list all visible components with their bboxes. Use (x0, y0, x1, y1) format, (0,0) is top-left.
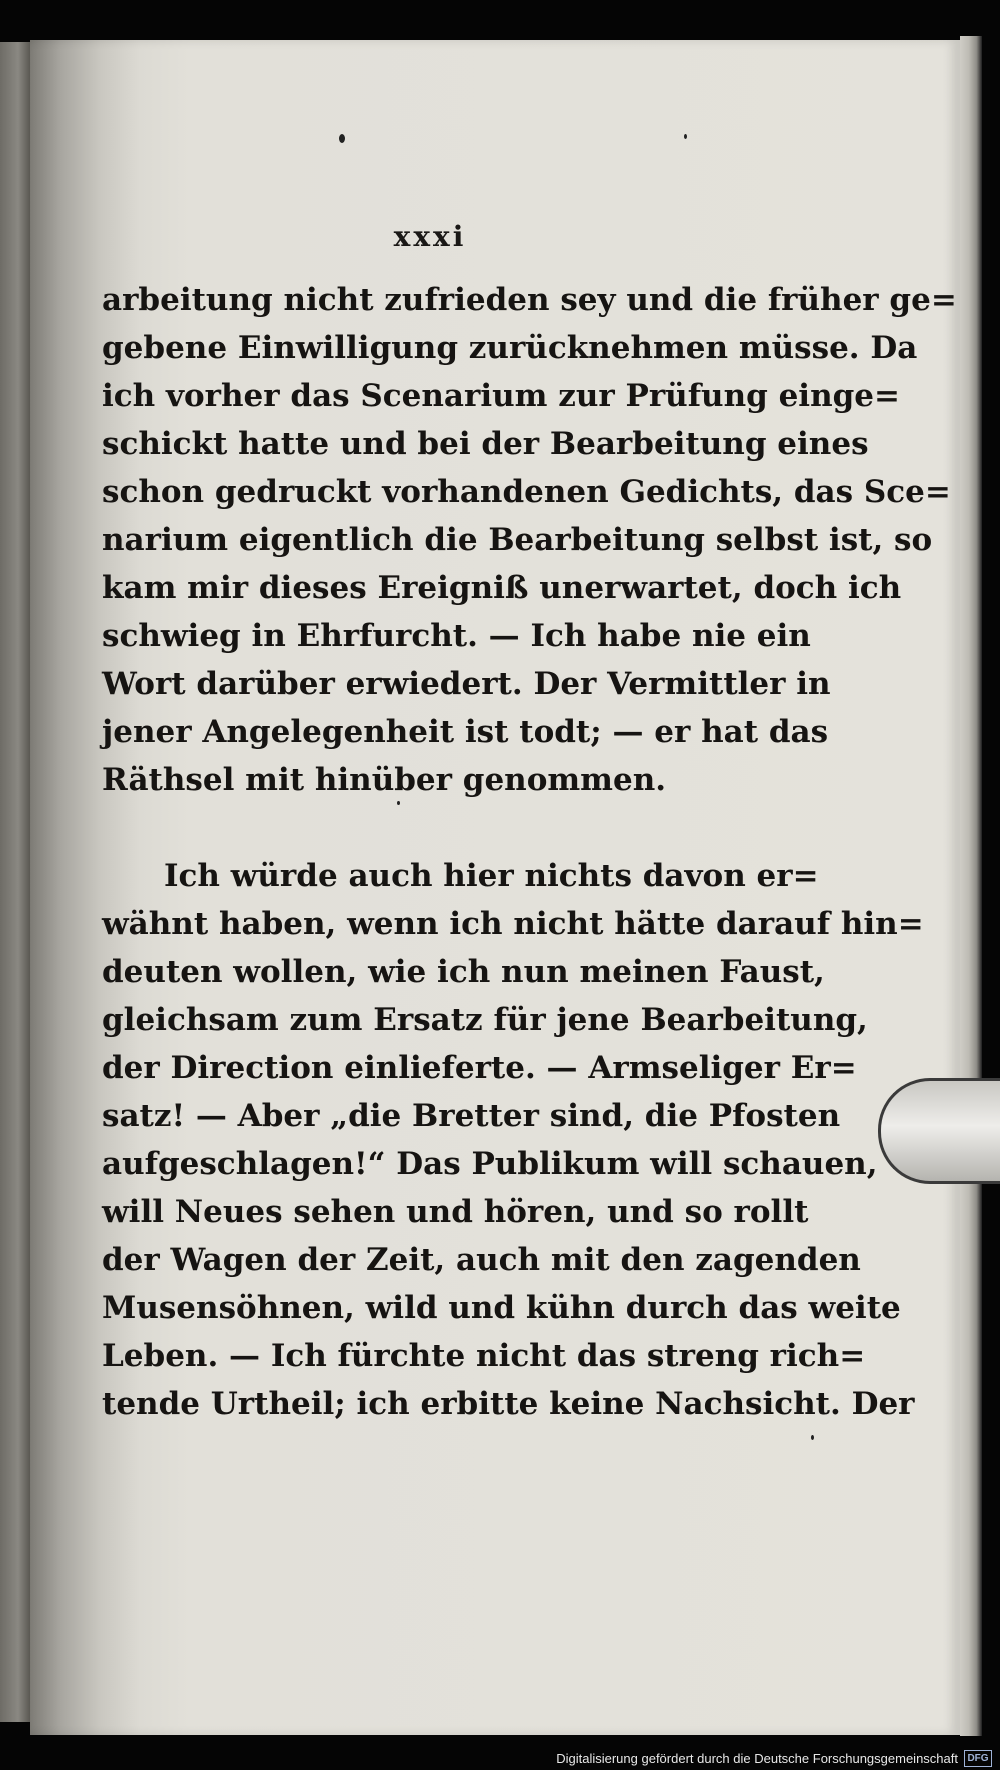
text-line: der Wagen der Zeit, auch mit den zagenden (102, 1242, 861, 1278)
text-line: Ich würde auch hier nichts davon er= (164, 858, 819, 894)
text-line: Wort darüber erwiedert. Der Vermittler in (102, 666, 831, 702)
text-line: gebene Einwilligung zurücknehmen müsse. Da (102, 330, 918, 366)
dfg-logo-icon: DFG (964, 1750, 992, 1767)
text-line: jener Angelegenheit ist todt; — er hat das (102, 714, 829, 750)
text-line: will Neues sehen und hören, und so rollt (102, 1194, 809, 1230)
text-line: arbeitung nicht zufrieden sey und die früher ge= (102, 282, 957, 318)
text-line: Musensöhnen, wild und kühn durch das weite (102, 1290, 901, 1326)
paper-speck (339, 134, 345, 143)
text-line: Leben. — Ich fürchte nicht das streng rich= (102, 1338, 866, 1374)
previous-page-edge (0, 42, 30, 1722)
text-line: satz! — Aber „die Bretter sind, die Pfosten (102, 1098, 841, 1134)
text-line: deuten wollen, wie ich nun meinen Faust, (102, 954, 825, 990)
paragraph-break (102, 804, 782, 852)
text-line: tende Urtheil; ich erbitte keine Nachsicht. Der (102, 1386, 915, 1422)
text-line: gleichsam zum Ersatz für jene Bearbeitung, (102, 1002, 868, 1038)
text-line: schwieg in Ehrfurcht. — Ich habe nie ein (102, 618, 811, 654)
text-line: narium eigentlich die Bearbeitung selbst ist, so (102, 522, 933, 558)
page-number: xxxi (393, 220, 467, 253)
page-clip (878, 1078, 1000, 1184)
body-text (102, 276, 957, 1428)
text-line: ich vorher das Scenarium zur Prüfung einge= (102, 378, 900, 414)
text-line: Räthsel mit hinüber genommen. (102, 762, 667, 798)
credit-text: Digitalisierung gefördert durch die Deutsche Forschungsgemeinschaft (556, 1750, 958, 1766)
paper-speck (684, 134, 687, 139)
paper-speck (811, 1435, 814, 1440)
digitization-credit (556, 1746, 1000, 1770)
text-line: aufgeschlagen!“ Das Publikum will schauen, (102, 1146, 878, 1182)
text-line: schickt hatte und bei der Bearbeitung eines (102, 426, 869, 462)
text-line: schon gedruckt vorhandenen Gedichts, das Sce= (102, 474, 951, 510)
text-line: wähnt haben, wenn ich nicht hätte darauf hin= (102, 906, 924, 942)
text-line: der Direction einlieferte. — Armseliger Er= (102, 1050, 857, 1086)
text-line: kam mir dieses Ereigniß unerwartet, doch ich (102, 570, 902, 606)
page-fore-edge (960, 36, 982, 1736)
